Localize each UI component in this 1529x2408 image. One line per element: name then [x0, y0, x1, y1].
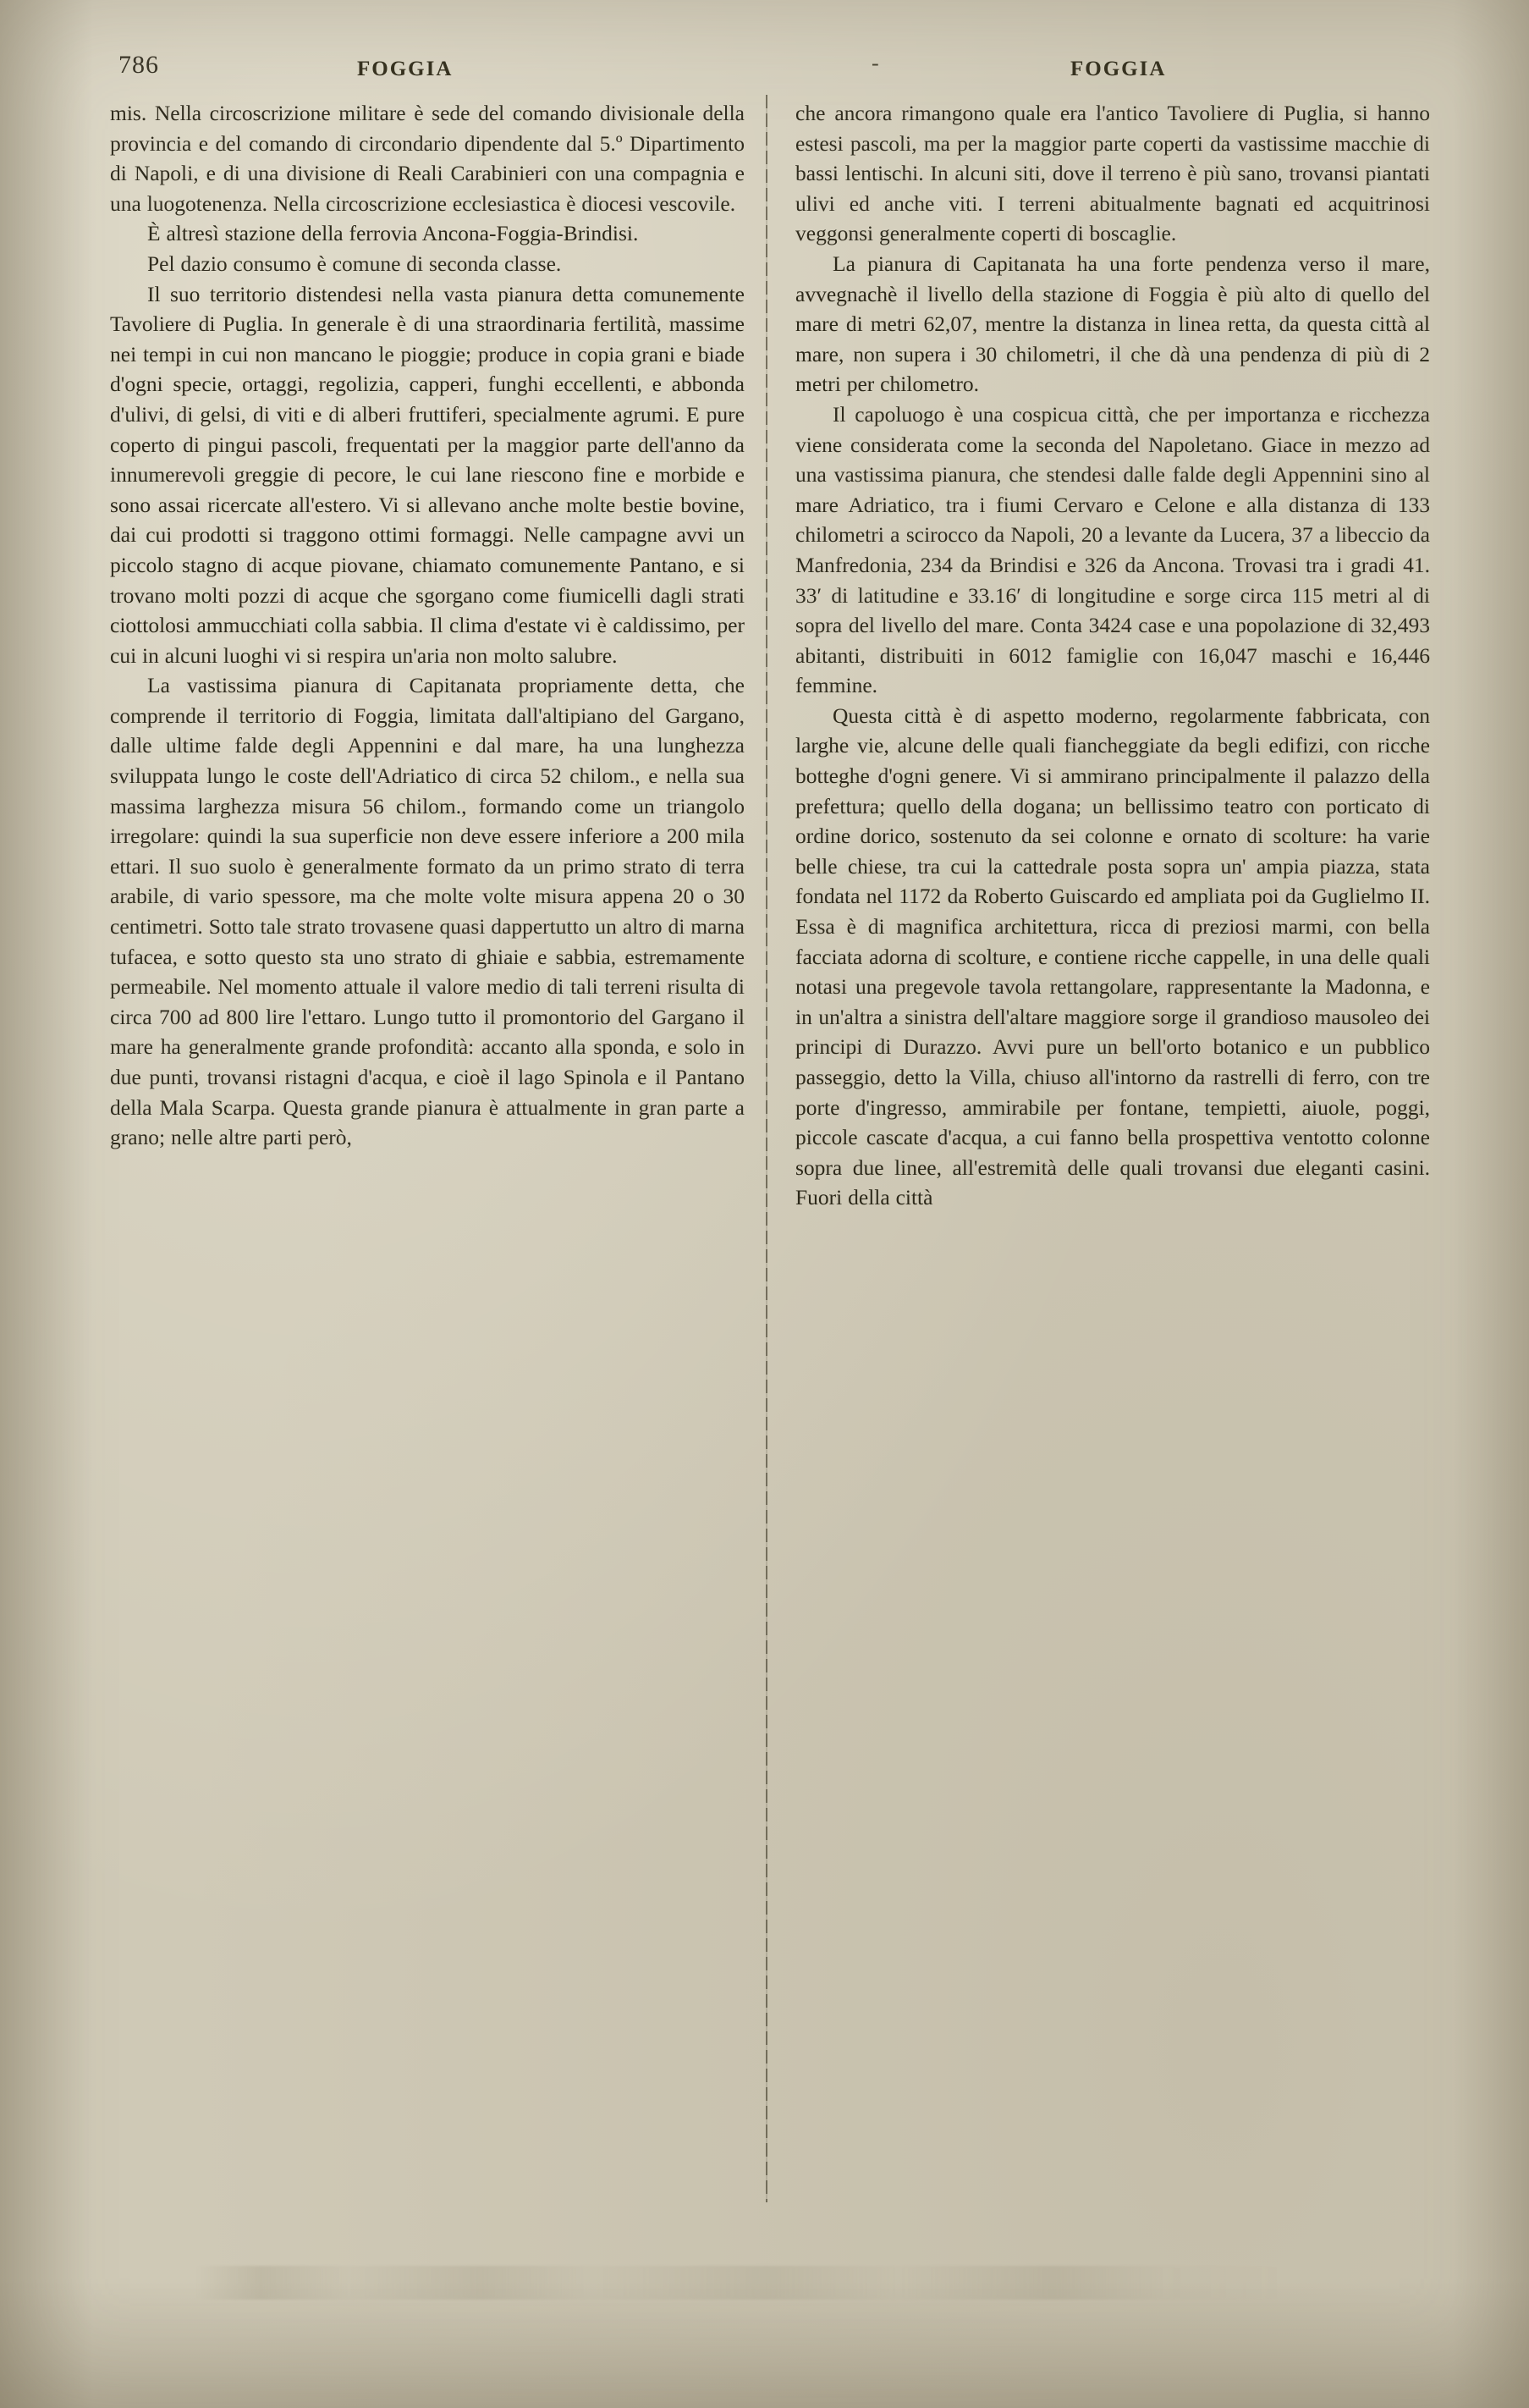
two-column-body	[110, 98, 1430, 1213]
paragraph: È altresì stazione della ferrovia Ancona-Foggia-Brindisi.	[147, 221, 639, 246]
paragraph: Il capoluogo è una cospicua città, che per importanza e ricchezza viene considerata come la seconda del Napoletano. Giace in mezzo ad una vastissima pianura, che stendesi dalle falde degli Appennini sino al mare Adriatico, tra i fiumi Cervaro e Celone e alla distanza di 133 chilometri a scirocco da Napoli, 20 a levante da Lucera, 37 a libeccio da Manfredonia, 234 da Brindisi e 326 da Ancona. Trovasi tra i gradi 41. 33′ di latitudine e 33.16′ di longitudine e sorge circa 115 metri al di sopra del livello del mare. Conta 3424 case e una popolazione di 32,493 abitanti, distribuiti in 6012 famiglie con 16,047 maschi e 16,446 femmine.	[795, 401, 1430, 698]
paragraph: Il suo territorio distendesi nella vasta pianura detta comunemente Tavoliere di Puglia. In generale è di una straordinaria fertilità, massime nei tempi in cui non mancano le pioggie; produce in copia grani e biade d'ogni specie, ortaggi, regolizia, capperi, funghi eccellenti, e abbonda d'ulivi, di gelsi, di viti e di alberi fruttiferi, specialmente agrumi. E pure coperto di pingui pascoli, frequentati per la maggior parte dell'anno da innumerevoli greggie di pecore, le cui lane riescono fine e morbide e sono assai ricercate all'estero. Vi si allevano anche molte bestie bovine, dai cui prodotti si traggono ottimi formaggi. Nelle campagne avvi un piccolo stagno di acque piovane, chiamato comunemente Pantano, e si trovano molti pozzi di acque che sgorgano come fiumicelli dagli strati ciottolosi ammucchiati colla sabbia. Il clima d'estate vi è caldissimo, per cui in alcuni luoghi vi si respira un'aria non molto salubre.	[110, 281, 745, 668]
page-edge-shadow-left	[0, 0, 93, 2408]
paragraph: che ancora rimangono quale era l'antico Tavoliere di Puglia, si hanno estesi pascoli, ma per la maggior parte coperti da vastissime macchie di bassi lentischi. In alcuni siti, dove il terreno è più sano, trovansi piantati ulivi ed anche viti. I terreni abitualmente bagnati ed acquitrinosi veggonsi generalmente coperti di boscaglie.	[795, 101, 1430, 246]
paragraph: mis. Nella circoscrizione militare è sede del comando divisionale della provincia e del comando di circondario dipendente dal 5.º Dipartimento di Napoli, e di una divisione di Reali Carabinieri con una compagnia e una luogotenenza. Nella circoscrizione ecclesiastica è diocesi vescovile.	[110, 101, 745, 216]
ink-smudge	[195, 2266, 1295, 2300]
paragraph: La pianura di Capitanata ha una forte pendenza verso il mare, avvegnachè il livello della stazione di Foggia è più alto di quello del mare di metri 62,07, mentre la distanza in linea retta, da questa città al mare, non supera i 30 chilometri, il che dà una pendenza di più di 2 metri per chilometro.	[795, 251, 1430, 397]
running-head-left: FOGGIA	[357, 58, 454, 80]
paragraph: Questa città è di aspetto moderno, regolarmente fabbricata, con larghe vie, alcune delle quali fiancheggiate da begli edifizi, con ricche botteghe d'ogni genere. Vi si ammirano principalmente il palazzo della prefettura; quello della dogana; un bellissimo teatro con porticato di ordine dorico, sostenuto da sei colonne e ornato di scolture: ha varie belle chiese, tra cui la cattedrale posta sopra un' ampia piazza, stata fondata nel 1172 da Roberto Guiscardo ed ampliata poi da Guglielmo II. Essa è di magnifica architettura, ricca di preziosi marmi, con bella facciata adorna di scolture, e contiene ricche cappelle, in una delle quali notasi una pregevole tavola rettangolare, rappresentante la Madonna, e in un'altra a sinistra dell'altare maggiore sorge il grandioso mausoleo dei principi di Durazzo. Avvi pure un bell'orto botanico e un pubblico passeggio, detto la Villa, chiuso all'intorno da rastrelli di ferro, con tre porte d'ingresso, ammirabile per fontane, tempietti, aiuole, poggi, piccole cascate d'acqua, a cui fanno bella prospettiva ventotto colonne sopra due linee, all'estremità delle quali trovansi due eleganti casini. Fuori della città	[795, 703, 1430, 1210]
running-head	[110, 51, 1430, 90]
page-content	[110, 51, 1430, 1213]
page-edge-shadow-right	[1453, 0, 1529, 2408]
column-divider-rule	[766, 95, 767, 2202]
page-edge-shadow-bottom	[0, 2281, 1529, 2408]
right-column	[795, 98, 1430, 1213]
paragraph: La vastissima pianura di Capitanata propriamente detta, che comprende il territorio di Foggia, limitata dall'altipiano del Gargano, dalle ultime falde degli Appennini e dal mare, ha una lunghezza sviluppata lungo le coste dell'Adriatico di circa 52 chilom., e nella sua massima larghezza misura 56 chilom., formando come un triangolo irregolare: quindi la sua superficie non deve essere inferiore a 200 mila ettari. Il suo suolo è generalmente formato da un primo strato di terra arabile, di vario spessore, ma che molte volte misura appena 20 o 30 centimetri. Sotto tale strato trovasene quasi dappertutto un altro di marna tufacea, e sotto questo sta uno strato di ghiaie e sabbia, estremamente permeabile. Nel momento attuale il valore medio di tali terreni risulta di circa 700 ad 800 lire l'ettaro. Lungo tutto il promontorio del Gargano il mare ha generalmente grande profondità: accanto alla sponda, e solo in due punti, trovansi ristagni d'acqua, e cioè il lago Spinola e il Pantano della Mala Scarpa. Questa grande pianura è attualmente in gran parte a grano; nelle altre parti però,	[110, 673, 745, 1150]
page-number: 786	[118, 51, 159, 79]
stray-ink-mark: -	[872, 51, 879, 75]
running-head-right: FOGGIA	[1070, 58, 1167, 80]
paragraph: Pel dazio consumo è comune di seconda classe.	[147, 251, 562, 276]
left-column	[110, 98, 745, 1213]
